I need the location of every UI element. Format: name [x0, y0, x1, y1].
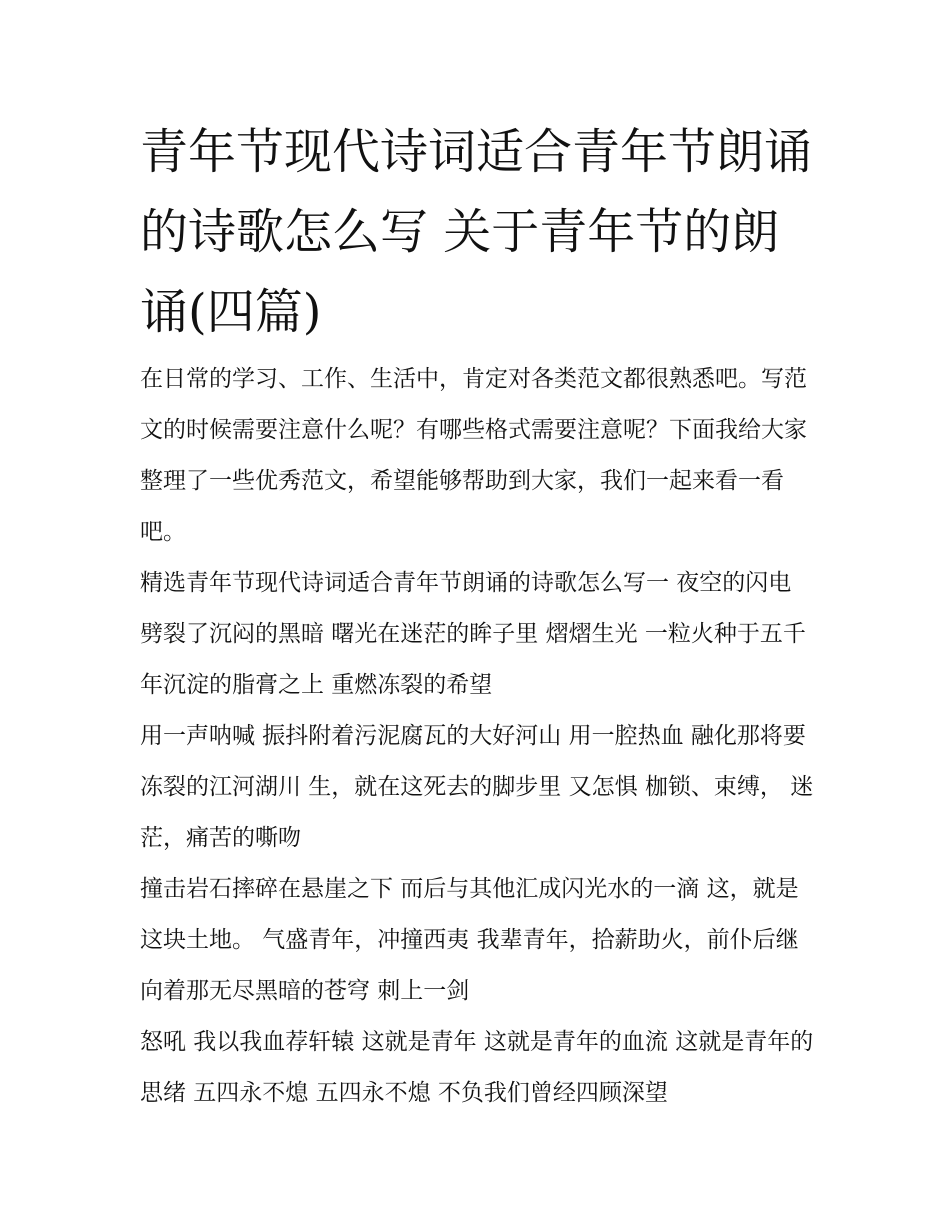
- intro-paragraph: 在日常的学习、工作、生活中，肯定对各类范文都很熟悉吧。写范文的时候需要注意什么呢？有哪些格式需要注意呢？下面我给大家整理了一些优秀范文，希望能够帮助到大家，我们一起来看一看吧。: [140, 366, 807, 545]
- poem-paragraph-3: 撞击岩石摔碎在悬崖之下 而后与其他汇成闪光水的一滴 这，就是这块土地。 气盛青年，冲撞西夷 我辈青年，拾薪助火，前仆后继 向着那无尽黑暗的苍穹 刺上一剑: [140, 876, 799, 1004]
- document-title: 青年节现代诗词适合青年节朗诵的诗歌怎么写 关于青年节的朗诵(四篇): [140, 124, 813, 340]
- document-body: [140, 354, 820, 1119]
- poem-paragraph-1: 精选青年节现代诗词适合青年节朗诵的诗歌怎么写一 夜空的闪电 劈裂了沉闷的黑暗 曙光在迷茫的眸子里 熠熠生光 一粒火种于五千年沉淀的脂膏之上 重燃冻裂的希望: [140, 570, 806, 698]
- poem-paragraph-4: 怒吼 我以我血荐轩辕 这就是青年 这就是青年的血流 这就是青年的思绪 五四永不熄 五四永不熄 不负我们曾经四顾深望: [140, 1029, 814, 1106]
- poem-paragraph-2: 用一声呐喊 振抖附着污泥腐瓦的大好河山 用一腔热血 融化那将要冻裂的江河湖川 生，就在这死去的脚步里 又怎惧 枷锁、束缚， 迷茫，痛苦的嘶吻: [140, 723, 814, 851]
